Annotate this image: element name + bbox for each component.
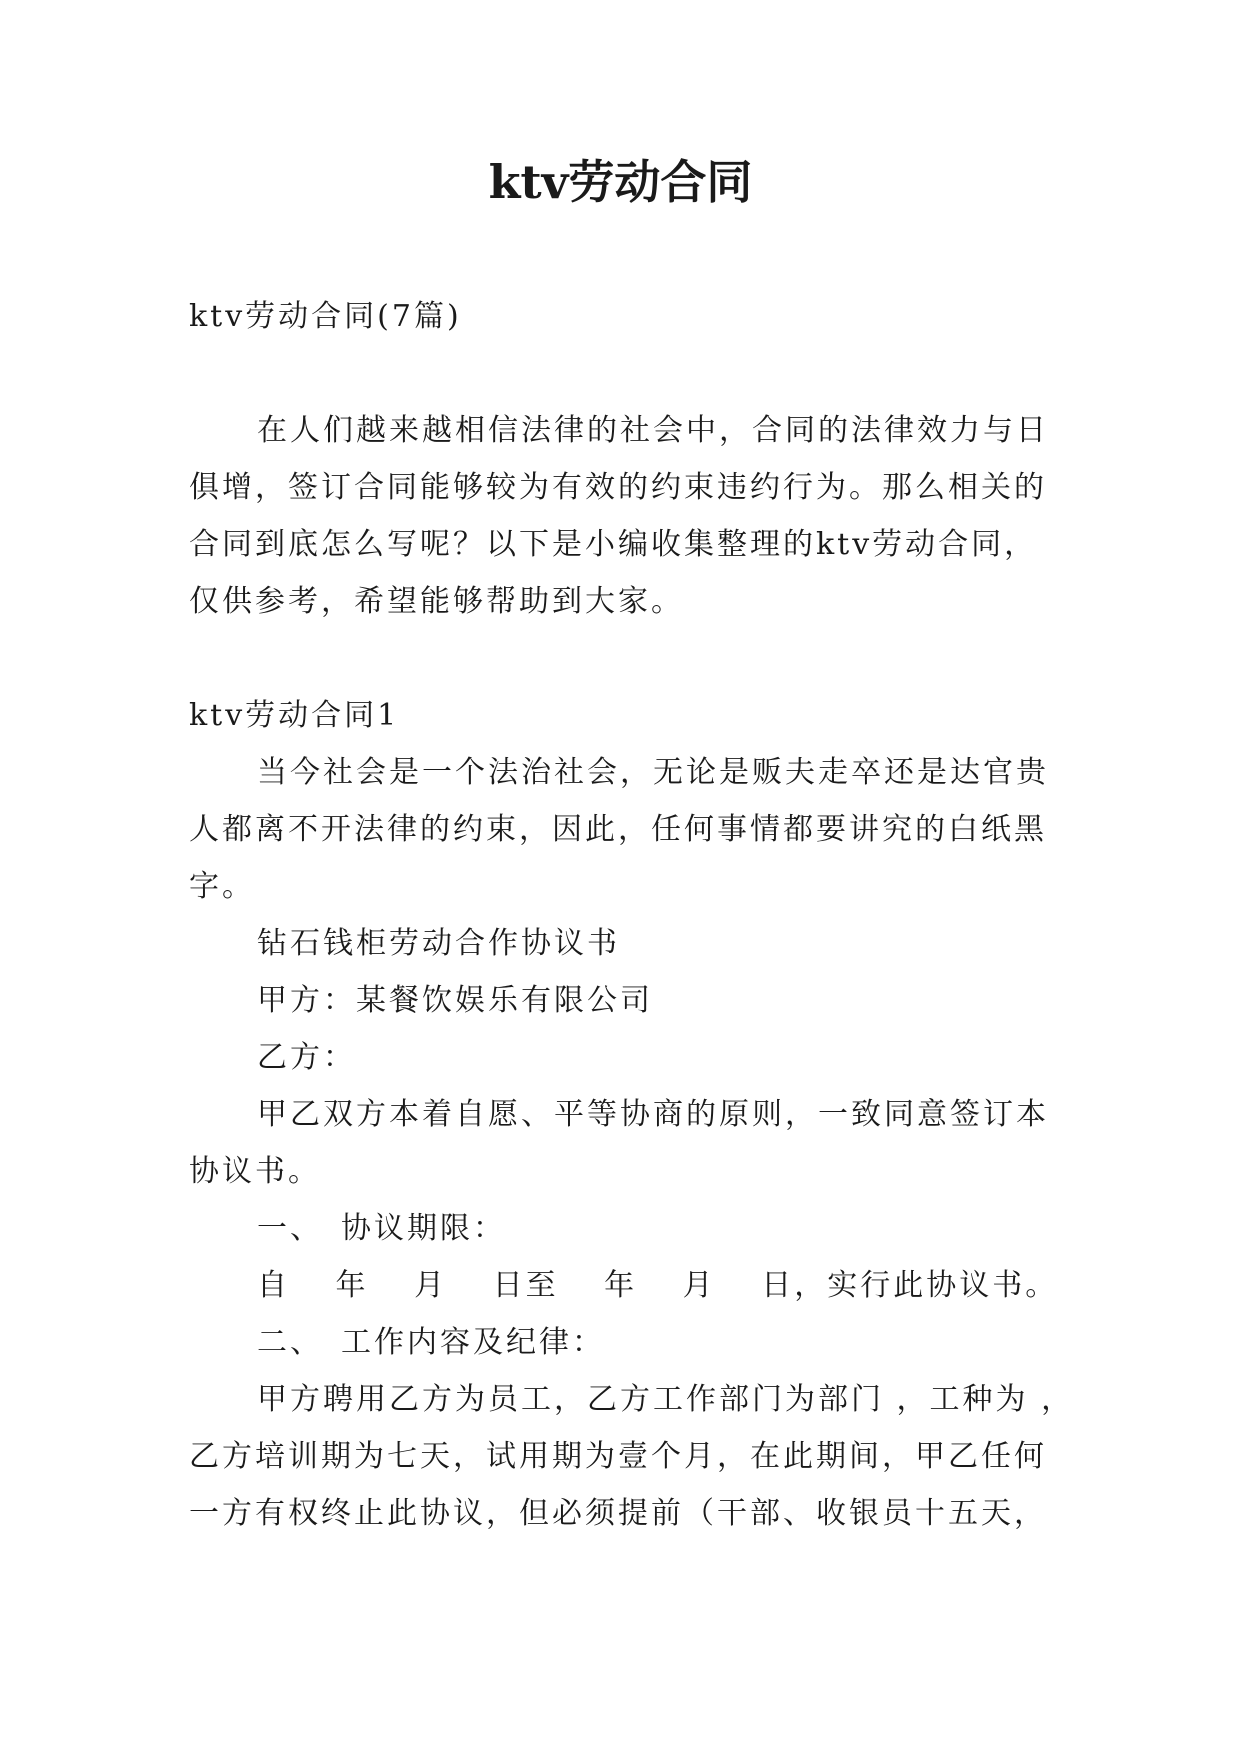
intro-paragraph bbox=[189, 402, 1069, 630]
paragraph-line: 协议书。 bbox=[189, 1154, 321, 1189]
intro-line: 仅供参考，希望能够帮助到大家。 bbox=[189, 584, 684, 619]
document-subtitle: ktv劳动合同(7篇) bbox=[189, 299, 462, 334]
section-paragraph bbox=[189, 744, 1069, 915]
principle-paragraph bbox=[189, 1086, 1069, 1200]
paragraph-line: 一方有权终止此协议，但必须提前（干部、收银员十五天， bbox=[189, 1496, 1047, 1531]
agreement-title: 钻石钱柜劳动合作协议书 bbox=[257, 926, 620, 961]
paragraph-line: 字。 bbox=[189, 869, 255, 904]
intro-line: 在人们越来越相信法律的社会中，合同的法律效力与日 bbox=[257, 413, 1049, 448]
paragraph-line: 当今社会是一个法治社会，无论是贩夫走卒还是达官贵 bbox=[257, 755, 1049, 790]
party-b: 乙方： bbox=[257, 1040, 356, 1075]
paragraph-line: 人都离不开法律的约束，因此，任何事情都要讲究的白纸黑 bbox=[189, 812, 1047, 847]
clause-2-paragraph bbox=[189, 1371, 1075, 1542]
clause-2-heading: 二、 工作内容及纪律： bbox=[257, 1325, 605, 1360]
document-title: ktv劳动合同 bbox=[488, 155, 753, 209]
document-body bbox=[189, 288, 1075, 1542]
paragraph-line: 乙方培训期为七天，试用期为壹个月，在此期间，甲乙任何 bbox=[189, 1439, 1047, 1474]
paragraph-line: 甲乙双方本着自愿、平等协商的原则，一致同意签订本 bbox=[257, 1097, 1049, 1132]
party-a: 甲方：某餐饮娱乐有限公司 bbox=[257, 983, 653, 1018]
section-heading: ktv劳动合同1 bbox=[189, 698, 400, 733]
intro-line: 俱增，签订合同能够较为有效的约束违约行为。那么相关的 bbox=[189, 470, 1047, 505]
intro-line: 合同到底怎么写呢？以下是小编收集整理的ktv劳动合同， bbox=[189, 527, 1038, 562]
clause-1-text: 自 年 月 日至 年 月 日，实行此协议书。 bbox=[257, 1268, 1059, 1303]
clause-1-heading: 一、 协议期限： bbox=[257, 1211, 506, 1246]
paragraph-line: 甲方聘用乙方为员工，乙方工作部门为部门 ，工种为 ， bbox=[257, 1382, 1075, 1417]
